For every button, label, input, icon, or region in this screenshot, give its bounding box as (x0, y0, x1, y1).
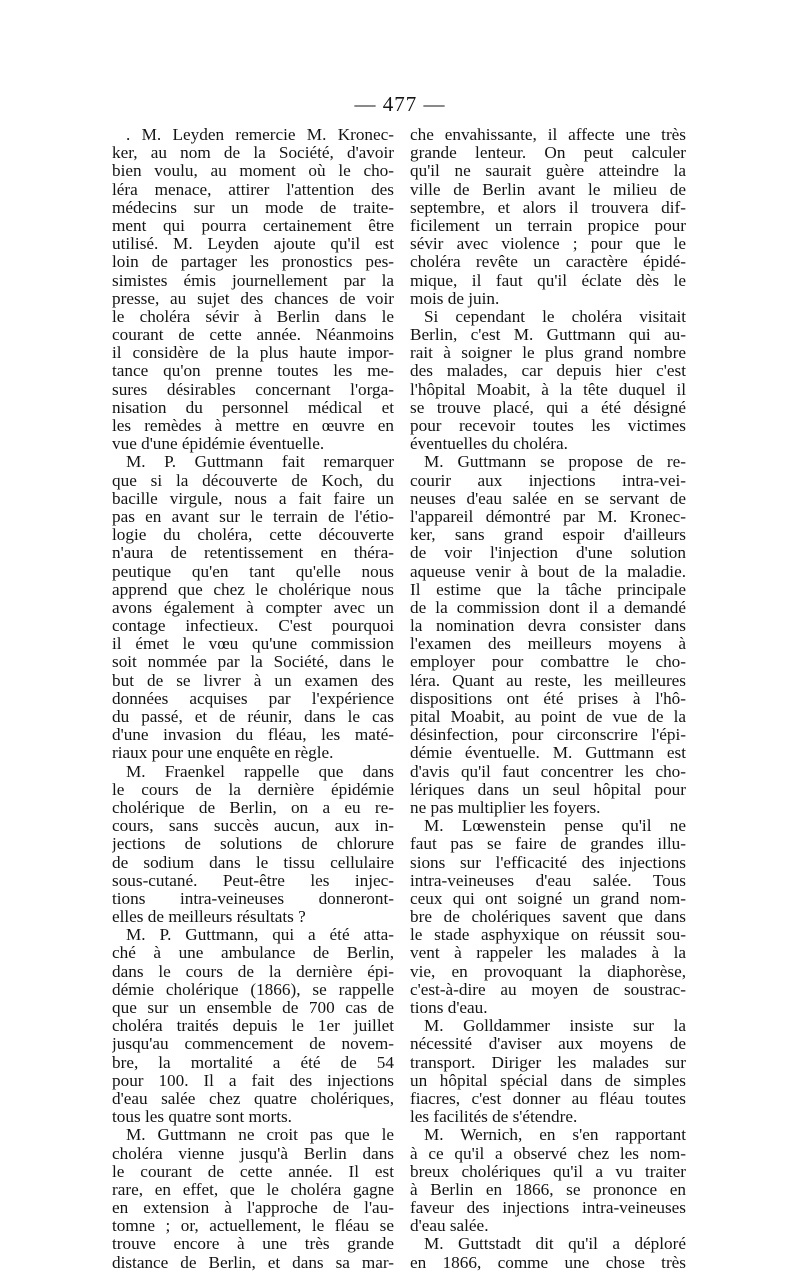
text-line: ker, au nom de la Société, d'avoir (112, 144, 394, 163)
text-line: d'eau salée. (410, 1217, 489, 1236)
text-line: pas en avant sur le terrain de l'étio- (112, 507, 394, 526)
text-line: de voir l'injection d'une solution (410, 544, 686, 563)
text-line: ficilement un terrain propice pour (410, 216, 686, 235)
text-line: ché à une ambulance de Berlin, (112, 944, 394, 963)
text-line: il émet le vœu qu'une commission (112, 635, 394, 654)
text-line: ker, sans grand espoir d'ailleurs (410, 526, 686, 545)
text-line: septembre, et alors il trouvera dif- (410, 198, 686, 217)
text-line: l'examen des meilleurs moyens à (410, 635, 686, 654)
text-line: courir aux injections intra-vei- (410, 471, 686, 490)
text-line: en extension à l'approche de l'au- (112, 1199, 394, 1218)
text-line: M. P. Guttmann, qui a été atta- (126, 926, 394, 945)
text-line: aqueuse venir à bout de la maladie. (410, 562, 686, 581)
text-line: d'avis qu'il faut concentrer les cho- (410, 762, 686, 781)
text-line: utilisé. M. Leyden ajoute qu'il est (112, 235, 394, 254)
text-line: les remèdes à mettre en œuvre en (112, 417, 394, 435)
text-line: données acquises par l'expérience (112, 689, 394, 708)
text-line: d'eau salée chez quatre cholériques, (112, 1089, 394, 1108)
text-line: jections de solutions de chlorure (112, 835, 394, 854)
text-line: choléra traités depuis le 1er juillet (112, 1017, 394, 1036)
text-line: tions d'eau. (410, 999, 488, 1017)
text-line: lériques dans un seul hôpital pour (410, 780, 686, 799)
text-line: mique, il faut qu'il éclate dès le (410, 271, 686, 290)
text-line: courant de cette année. Néanmoins (112, 326, 394, 345)
text-line: démie éventuelle. M. Guttmann est (410, 744, 686, 763)
text-line: simistes émis journellement par la (112, 271, 394, 290)
text-line: l'appareil démontré par M. Kronec- (410, 507, 686, 526)
text-line: loin de partager les pronostics pes- (112, 253, 394, 272)
text-line: dispositions ont été prises à l'hô- (410, 689, 686, 708)
text-line: la nomination devra consister dans (410, 617, 686, 636)
text-line: ment qui pourra certainement être (112, 216, 394, 235)
text-line: d'une invasion du fléau, les maté- (112, 726, 394, 745)
text-line: M. Wernich, en s'en rapportant (424, 1126, 686, 1145)
text-line: nisation du personnel médical et (112, 398, 394, 417)
text-line: il considère de la plus haute impor- (112, 344, 394, 363)
text-line: choléra vienne jusqu'à Berlin dans (112, 1144, 394, 1163)
text-line: ville de Berlin avant le milieu de (410, 180, 686, 199)
text-line: cholérique de Berlin, on a eu re- (112, 798, 394, 817)
text-line: pital Moabit, au point de vue de la (410, 708, 686, 726)
text-line: presse, au sujet des chances de voir (112, 289, 394, 308)
text-line: soit nommée par la Société, dans le (112, 653, 394, 672)
text-line: vent à rappeler les malades à la (410, 944, 686, 963)
text-line: le choléra sévir à Berlin dans le (112, 307, 394, 326)
text-line: M. Guttmann se propose de re- (424, 453, 686, 472)
text-line: M. P. Guttmann fait remarquer (126, 453, 394, 472)
text-line: le stade asphyxique on réussit sou- (410, 926, 686, 945)
text-line: à Berlin en 1866, se prononce en (410, 1180, 686, 1199)
text-line: en 1866, comme une chose très (410, 1253, 686, 1272)
text-line: breux cholériques qu'il a vu traiter (410, 1162, 686, 1181)
text-line: qu'il ne saurait guère atteindre la (410, 162, 686, 181)
text-line: n'aura de retentissement en théra- (112, 544, 394, 563)
text-line: un hôpital spécial dans de simples (410, 1071, 686, 1090)
text-line: l'hôpital Moabit, à la tête duquel il (410, 380, 686, 399)
text-line: éventuelles du choléra. (410, 435, 568, 454)
text-line: rait à soigner le plus grand nombre (410, 344, 686, 363)
text-line: neuses d'eau salée en se servant de (410, 489, 686, 508)
text-line: grande lenteur. On peut calculer (410, 144, 686, 163)
text-line: apprend que chez le cholérique nous (112, 580, 394, 599)
text-line: désinfection, pour circonscrire l'épi- (410, 726, 686, 745)
text-line: les facilités de s'étendre. (410, 1108, 578, 1127)
text-line: de la commission dont il a demandé (410, 598, 686, 617)
text-line: pour recevoir toutes les victimes (410, 417, 686, 435)
text-line: Il estime que la tâche principale (410, 580, 686, 599)
text-line: jusqu'au commencement de novem- (112, 1035, 394, 1054)
text-line: distance de Berlin, et dans sa mar- (112, 1253, 394, 1272)
text-line: M. Guttmann ne croit pas que le (126, 1126, 394, 1145)
text-line: que si la découverte de Koch, du (112, 471, 394, 490)
text-line: à ce qu'il a observé chez les nom- (410, 1144, 686, 1163)
right-column (410, 126, 686, 1272)
text-line: léra menace, attirer l'attention des (112, 180, 394, 199)
text-line: démie cholérique (1866), se rappelle (112, 980, 394, 999)
text-line: c'est-à-dire au moyen de soustrac- (410, 980, 686, 999)
text-line: faveur des injections intra-veineuses (410, 1199, 686, 1218)
text-line: bien voulu, au moment où le cho- (112, 162, 394, 181)
text-line: cours, sans succès aucun, aux in- (112, 817, 394, 836)
text-line: rare, en effet, que le choléra gagne (112, 1180, 394, 1199)
text-line: le courant de cette année. Il est (112, 1162, 394, 1181)
text-line: le cours de la dernière épidémie (112, 780, 394, 799)
text-line: mois de juin. (410, 289, 500, 308)
text-line: choléra revête un caractère épidé- (410, 253, 686, 272)
text-line: tance qu'on prenne toutes les me- (112, 362, 394, 381)
text-line: léra. Quant au reste, les meilleures (410, 671, 686, 690)
text-line: logie du choléra, cette découverte (112, 526, 394, 545)
text-line: tomne ; or, actuellement, le fléau se (112, 1217, 394, 1236)
text-line: dans le cours de la dernière épi- (112, 962, 394, 981)
text-line: peutique qu'en tant qu'elle nous (112, 562, 394, 581)
text-line: nécessité d'aviser aux moyens de (410, 1035, 686, 1054)
text-line: bacille virgule, nous a fait faire un (112, 489, 394, 508)
text-line: trouve encore à une très grande (112, 1235, 394, 1254)
text-line: fiacres, c'est donner au fléau toutes (410, 1089, 686, 1108)
text-line: M. Fraenkel rappelle que dans (126, 762, 394, 781)
text-line: transport. Diriger les malades sur (410, 1053, 686, 1072)
text-line: se trouve placé, qui a été désigné (410, 398, 686, 417)
text-line: M. Lœwenstein pense qu'il ne (424, 817, 686, 836)
text-line: du passé, et de réunir, dans le cas (112, 708, 394, 726)
text-line: vie, en provoquant la diaphorèse, (410, 962, 686, 981)
text-line: bre, la mortalité a été de 54 (112, 1053, 394, 1072)
text-line: contage infectieux. C'est pourquoi (112, 617, 394, 636)
text-line: che envahissante, il affecte une très (410, 126, 686, 144)
text-line: M. Guttstadt dit qu'il a déploré (424, 1235, 686, 1254)
text-line: tions intra-veineuses donneront- (112, 889, 394, 908)
text-line: sions sur l'efficacité des injections (410, 853, 686, 872)
text-line: elles de meilleurs résultats ? (112, 908, 306, 927)
text-line: sévir avec violence ; pour que le (410, 235, 686, 254)
text-line: de sodium dans le tissu cellulaire (112, 853, 394, 872)
text-line: Berlin, c'est M. Guttmann qui au- (410, 326, 686, 345)
text-line: avons également à compter avec un (112, 598, 394, 617)
text-line: que sur un ensemble de 700 cas de (112, 999, 394, 1017)
text-line: ne pas multiplier les foyers. (410, 798, 601, 817)
text-line: sures désirables concernant l'orga- (112, 380, 394, 399)
text-line: vue d'une épidémie éventuelle. (112, 435, 325, 454)
text-line: faut pas se faire de grandes illu- (410, 835, 686, 854)
text-line: riaux pour une enquête en règle. (112, 744, 334, 763)
text-line: ceux qui ont soigné un grand nom- (410, 889, 686, 908)
text-line: bre de cholériques savent que dans (410, 908, 686, 927)
left-column (112, 126, 394, 1272)
text-line: Si cependant le choléra visitait (424, 307, 686, 326)
text-line: pour 100. Il a fait des injections (112, 1071, 394, 1090)
text-line: but de se livrer à un examen des (112, 671, 394, 690)
text-line: M. Golldammer insiste sur la (424, 1017, 686, 1036)
text-line: . M. Leyden remercie M. Kronec- (126, 126, 394, 144)
page-number: — 477 — (354, 92, 446, 116)
text-line: sous-cutané. Peut-être les injec- (112, 871, 394, 890)
text-line: intra-veineuses d'eau salée. Tous (410, 871, 686, 890)
text-line: tous les quatre sont morts. (112, 1108, 292, 1127)
text-line: des malades, car depuis hier c'est (410, 362, 686, 381)
text-line: médecins sur un mode de traite- (112, 198, 394, 217)
text-line: employer pour combattre le cho- (410, 653, 686, 672)
